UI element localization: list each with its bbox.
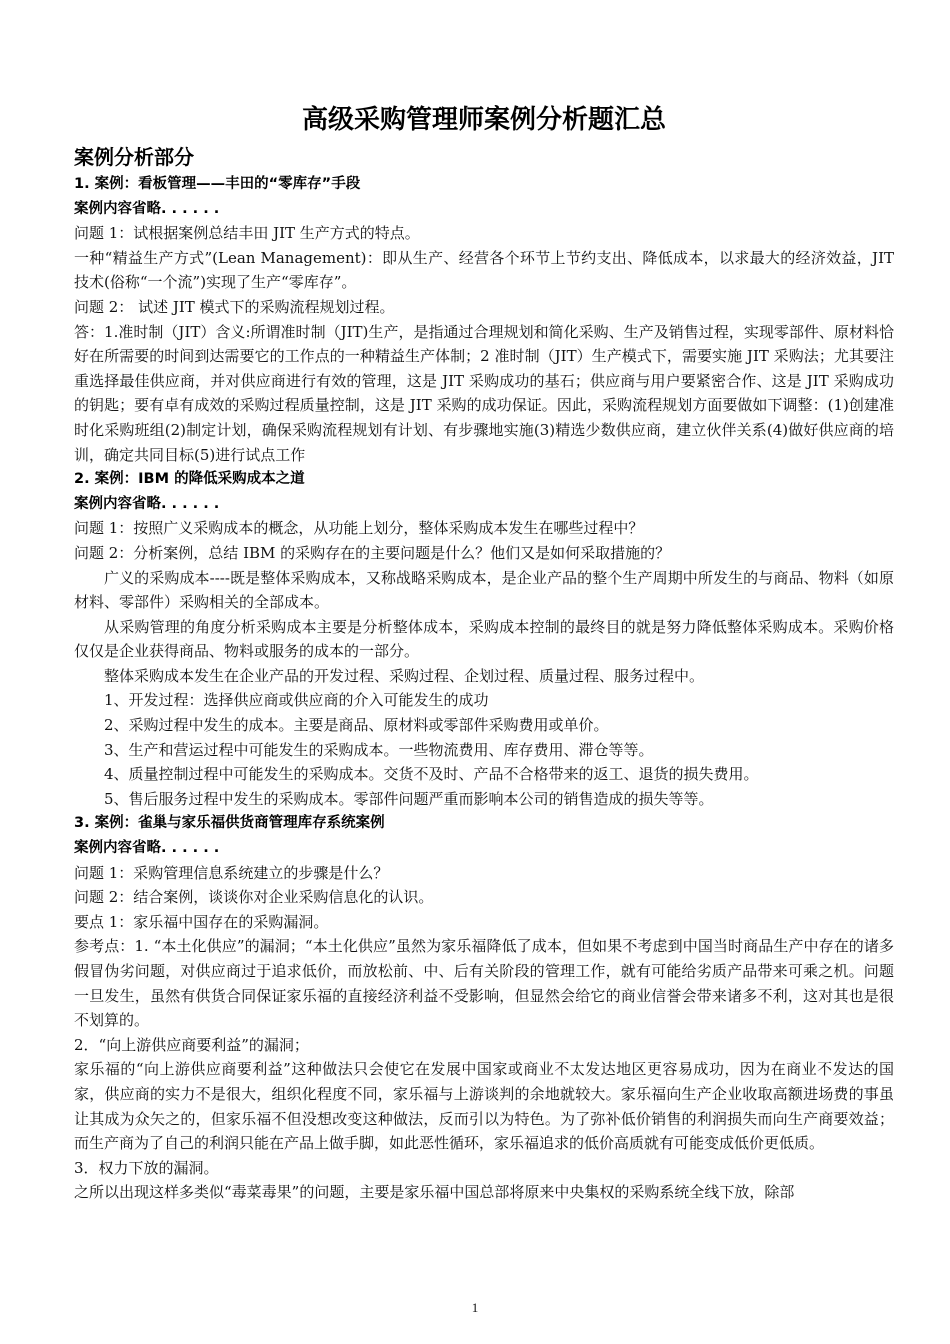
page-number: 1: [471, 1300, 479, 1315]
case2-list-item: 4、质量控制过程中可能发生的采购成本。交货不及时、产品不合格带来的返工、退货的损失费用。: [104, 765, 759, 784]
case3-question-2: 问题 2：结合案例，谈谈你对企业采购信息化的认识。: [74, 888, 434, 907]
case1-question-1: 问题 1：试根据案例总结丰田 JIT 生产方式的特点。: [74, 224, 420, 243]
case1-question-2: 问题 2： 试述 JIT 模式下的采购流程规划过程。: [74, 297, 395, 316]
case2-list-item: 5、售后服务过程中发生的采购成本。零部件问题严重而影响本公司的销售造成的损失等等。: [104, 789, 714, 808]
case2-paragraph-1: 广义的采购成本----既是整体采购成本，又称战略采购成本，是企业产品的整个生产周期中所发生的与商品、物料（如原材料、零部件）采购相关的全部成本。: [74, 568, 894, 612]
case1-heading: 1. 案例：看板管理——丰田的“零库存”手段: [74, 176, 361, 192]
case3-reference-2: 家乐福的“向上游供应商要利益”这种做法只会使它在发展中国家或商业不太发达地区更容易成功，因为在商业不发达的国家，供应商的实力不是很大，组织化程度不同，家乐福与上游谈判的余地就较大。家乐福向生产企业收取高额进场费的事虽让其成为众矢之的，但家乐福不但没想改变这种做法，反而引以为特色。为了弥补低价销售的利润损失而向生产商要效益；而生产商为了自己的利润只能在产品上做手脚，如此恶性循环，家乐福追求的低价高质就有可能变成低价更低质。: [74, 1060, 894, 1153]
case3-reference-1: 参考点：1. “本土化供应”的漏洞；“本土化供应”虽然为家乐福降低了成本，但如果不考虑到中国当时商品生产中存在的诸多假冒伪劣问题，对供应商过于追求低价，而放松前、中、后有关阶段的管理工作，就有可能给劣质产品带来可乘之机。问题一旦发生，虽然有供货合同保证家乐福的直接经济利益不受影响，但显然会给它的商业信誉会带来诸多不利，这对其也是很不划算的。: [74, 937, 894, 1030]
case3-omitted: 案例内容省略. . . . . .: [74, 840, 220, 857]
case2-question-2: 问题 2：分析案例，总结 IBM 的采购存在的主要问题是什么？他们又是如何采取措施的？: [74, 543, 671, 562]
case1-answer-2: 答：1.准时制（JIT）含义:所谓准时制（JIT)生产，是指通过合理规划和简化采购、生产及销售过程，实现零部件、原材料恰好在所需要的时间到达需要它的工作点的一种精益生产体制；2 准时制（JIT）生产模式下，需要实施 JIT 采购法；尤其要注重选择最佳供应商，并对供应商进行有效的管理，这是 JIT 采购成功的基石；供应商与用户要紧密合作、这是 JIT 采购成功的钥匙；要有卓有成效的采购过程质量控制，这是 JIT 采购的成功保证。因此，采购流程规划方面要做如下调整：(1)创建准时化采购班组(2)制定计划，确保采购流程规划有计划、有步骤地实施(3)精选少数供应商，建立伙伴关系(4)做好供应商的培训，确定共同目标(5)进行试点工作: [74, 322, 894, 464]
case2-list-item: 2、采购过程中发生的成本。主要是商品、原材料或零部件采购费用或单价。: [104, 716, 609, 735]
document-body: [74, 100, 894, 1205]
case1-answer-1: 一种“精益生产方式”(Lean Management)：即从生产、经营各个环节上节约支出、降低成本，以求最大的经济效益，JIT 技术(俗称“一个流”)实现了生产“零库存”。: [74, 248, 894, 292]
case3-question-1: 问题 1：采购管理信息系统建立的步骤是什么？: [74, 863, 389, 882]
case2-list-item: 1、开发过程：选择供应商或供应商的介入可能发生的成功: [104, 691, 489, 710]
section-heading: 案例分析部分: [74, 145, 194, 169]
case1-omitted: 案例内容省略. . . . . .: [74, 200, 220, 217]
case2-paragraph-2: 从采购管理的角度分析采购成本主要是分析整体成本，采购成本控制的最终目的就是努力降低整体采购成本。采购价格仅仅是企业获得商品、物料或服务的成本的一部分。: [74, 617, 894, 661]
case2-list-item: 3、生产和营运过程中可能发生的采购成本。一些物流费用、库存费用、滞仓等等。: [104, 740, 654, 759]
case3-reference-3-title: 3．权力下放的漏洞。: [74, 1158, 219, 1177]
case3-reference-2-title: 2．“向上游供应商要利益”的漏洞；: [74, 1035, 309, 1054]
case2-heading: 2. 案例：IBM 的降低采购成本之道: [74, 471, 305, 488]
case2-question-1: 问题 1：按照广义采购成本的概念，从功能上划分，整体采购成本发生在哪些过程中？: [74, 519, 644, 538]
case3-heading: 3. 案例：雀巢与家乐福供货商管理库存系统案例: [74, 815, 385, 832]
case3-point-1: 要点 1：家乐福中国存在的采购漏洞。: [74, 912, 329, 931]
case2-paragraph-3: 整体采购成本发生在企业产品的开发过程、采购过程、企划过程、质量过程、服务过程中。: [104, 666, 705, 685]
document-title: 高级采购管理师案例分析题汇总: [301, 105, 666, 135]
case2-omitted: 案例内容省略. . . . . .: [74, 495, 220, 512]
case3-reference-3: 之所以出现这样多类似“毒菜毒果”的问题，主要是家乐福中国总部将原来中央集权的采购系统全线下放，除部: [74, 1183, 795, 1202]
